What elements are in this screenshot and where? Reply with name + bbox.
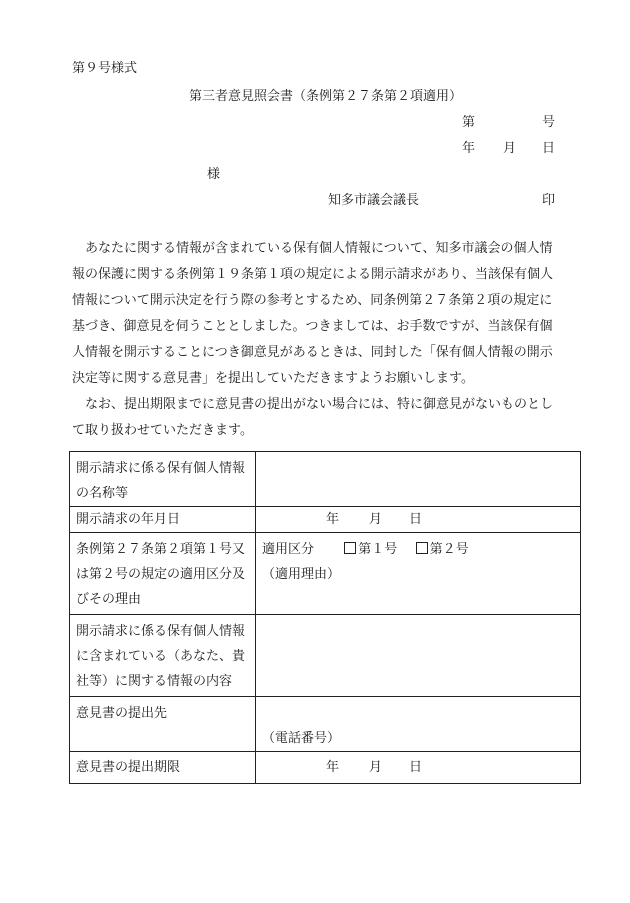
label-cell bbox=[70, 752, 256, 784]
label-line: びその理由 bbox=[76, 592, 142, 607]
form-number: 第９号様式 bbox=[72, 61, 138, 76]
option1-label: 第１号 bbox=[358, 542, 398, 557]
label-line: の名称等 bbox=[76, 486, 129, 501]
paragraph-line: 情報について開示決定を行う際の参考とするため、同条例第２７条第２項の規定に bbox=[72, 293, 553, 308]
option1-checkbox[interactable] bbox=[344, 542, 397, 557]
label-cell bbox=[70, 697, 256, 752]
date-year: 年 bbox=[326, 512, 340, 527]
checkbox-icon bbox=[416, 542, 428, 554]
label-line: 条例第２７条第２項第１号又 bbox=[76, 542, 246, 557]
value-cell-name[interactable] bbox=[256, 452, 581, 507]
document-title: 第三者意見照会書（条例第２７条第２項適用） bbox=[189, 89, 463, 104]
label-line: 意見書の提出期限 bbox=[76, 760, 181, 775]
value-cell-destination[interactable] bbox=[256, 697, 581, 752]
category-label: 適用区分 bbox=[262, 542, 315, 557]
option2-label: 第２号 bbox=[429, 542, 469, 557]
option2-checkbox[interactable] bbox=[416, 542, 469, 557]
header-day: 日 bbox=[542, 141, 556, 156]
ref-go: 号 bbox=[542, 115, 556, 130]
table-row bbox=[70, 697, 581, 752]
paragraph-line: 人情報を開示することにつき御意見があるときは、同封した「保有個人情報の開示 bbox=[72, 345, 553, 360]
paragraph-line: 決定等に関する意見書」を提出していただきますようお願いします。 bbox=[72, 371, 474, 386]
label-line: に含まれている（あなた、貴 bbox=[76, 649, 246, 664]
label-cell bbox=[70, 615, 256, 697]
ref-dai: 第 bbox=[462, 115, 476, 130]
date-day: 日 bbox=[409, 512, 423, 527]
date-month: 月 bbox=[369, 512, 383, 527]
label-line: は第２号の規定の適用区分及 bbox=[76, 567, 246, 582]
addressee-suffix: 様 bbox=[207, 167, 221, 182]
paragraph-line: 報の保護に関する条例第１９条第１項の規定による開示請求があり、当該保有個人 bbox=[72, 267, 554, 282]
header-month: 月 bbox=[503, 141, 517, 156]
body-paragraph-2 bbox=[72, 392, 572, 444]
label-line: 社等）に関する情報の内容 bbox=[76, 674, 233, 689]
table-row bbox=[70, 752, 581, 784]
phone-label: （電話番号） bbox=[262, 731, 341, 746]
value-cell-deadline[interactable] bbox=[256, 752, 581, 784]
reason-label: （適用理由） bbox=[262, 567, 341, 582]
date-year: 年 bbox=[326, 760, 340, 775]
table-row bbox=[70, 452, 581, 507]
value-cell-content[interactable] bbox=[256, 615, 581, 697]
header-year: 年 bbox=[462, 141, 476, 156]
table-row bbox=[70, 615, 581, 697]
checkbox-icon bbox=[344, 542, 356, 554]
value-cell-request-date[interactable] bbox=[256, 507, 581, 533]
date-day: 日 bbox=[409, 760, 423, 775]
label-line: 開示請求に係る保有個人情報 bbox=[76, 461, 246, 476]
label-line: 開示請求の年月日 bbox=[76, 512, 181, 527]
body-paragraph-1 bbox=[72, 236, 572, 392]
date-month: 月 bbox=[369, 760, 383, 775]
paragraph-line: 基づき、御意見を伺うこととしました。つきましては、お手数ですが、当該保有個 bbox=[72, 319, 553, 334]
seal-mark: 印 bbox=[542, 193, 556, 208]
label-line: 開示請求に係る保有個人情報 bbox=[76, 624, 246, 639]
table-row bbox=[70, 533, 581, 615]
sender-name: 知多市議会議長 bbox=[328, 193, 420, 208]
label-line: 意見書の提出先 bbox=[76, 706, 168, 721]
label-cell bbox=[70, 452, 256, 507]
value-cell-category bbox=[256, 533, 581, 615]
paragraph-line: て取り扱わせていただきます。 bbox=[72, 423, 253, 438]
label-cell bbox=[70, 533, 256, 615]
paragraph-line: あなたに関する情報が含まれている保有個人情報について、知多市議会の個人情 bbox=[85, 241, 553, 256]
paragraph-line: なお、提出期限までに意見書の提出がない場合には、特に御意見がないものとし bbox=[85, 397, 554, 412]
info-table bbox=[69, 451, 581, 784]
table-row bbox=[70, 507, 581, 533]
label-cell bbox=[70, 507, 256, 533]
